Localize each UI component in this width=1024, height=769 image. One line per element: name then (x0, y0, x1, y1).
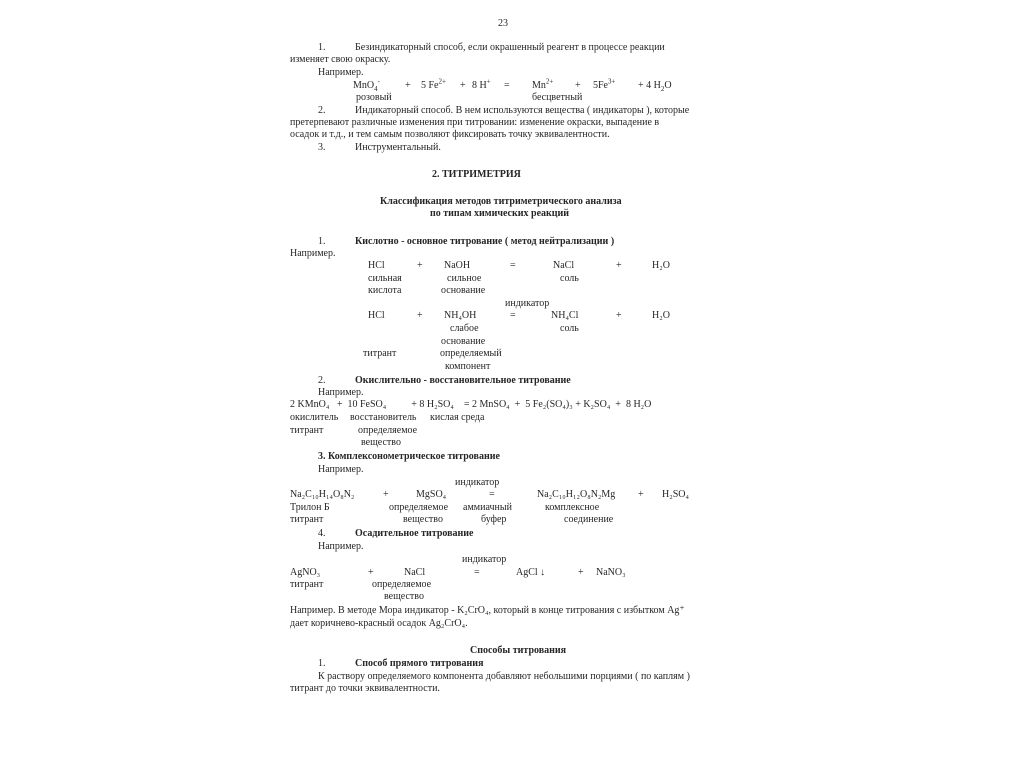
plus-sign: + (575, 80, 581, 91)
acid-base-number: 1. (318, 236, 326, 247)
hcl-formula: HCl (368, 260, 385, 271)
complexometric-title: 3. Комплексонометрическое титрование (318, 451, 500, 462)
determined-label: определяемое (372, 579, 432, 590)
colorless-label: бесцветный (532, 92, 583, 103)
trilon-formula: Na₂C₁₀H₁₄O₈N₂ (290, 489, 355, 500)
direct-method-continuation: титрант до точки эквивалентности. (290, 683, 440, 694)
agno3-formula: AgNO₃ (290, 567, 321, 578)
substance-label: вещество (361, 437, 401, 448)
complex-label: комплексное (545, 502, 600, 513)
mgso4-formula: MgSO₄ (416, 489, 447, 500)
determined-label: определяемое (358, 425, 418, 436)
indicator-label: индикатор (455, 477, 500, 488)
equals-sign: = (504, 80, 510, 91)
redox-equation: 2 KMnO₄ + 10 FeSO₄ + 8 H₂SO₄ = 2 MnSO₄ + 5 Fe₂(SO₄)₃ + K₂SO₄ + 8 H₂O (290, 399, 652, 410)
titrant-label: титрант (290, 425, 324, 436)
precipitation-number: 4. (318, 528, 326, 539)
titrant-label: титрант (363, 348, 397, 359)
equals-sign: = (489, 489, 495, 500)
fe3-formula: $5Fe^{3+}$ (593, 77, 616, 91)
h2so4-formula: H₂SO₄ (662, 489, 689, 500)
plus-sign: + (383, 489, 389, 500)
naoh-formula: NaOH (444, 260, 471, 271)
plus-sign: + (368, 567, 374, 578)
substance-label: вещество (403, 514, 443, 525)
acid-base-title: Кислотно - основное титрование ( метод нейтрализации ) (355, 236, 615, 247)
direct-method-text: К раствору определяемого компонента добавляют небольшими порциями ( по каплям ) (318, 671, 690, 682)
redox-number: 2. (318, 375, 326, 386)
item2-number: 2. (318, 105, 326, 116)
item1-text: Безиндикаторный способ, если окрашенный реагент в процессе реакции (355, 42, 665, 53)
equals-sign: = (510, 260, 516, 271)
plus-sign: + (460, 80, 466, 91)
substance-label: вещество (384, 591, 424, 602)
item3-text: Инструментальный. (355, 142, 441, 153)
item2-continuation: претерпевают различные изменения при титровании: изменение окраски, выпадение в (290, 117, 660, 128)
hcl-formula: HCl (368, 310, 385, 321)
redox-example: Например. (318, 387, 364, 398)
item2-continuation: осадок и т.д., и тем самым позволяют фиксировать точку эквивалентности. (290, 129, 610, 140)
reducer-label: восстановитель (350, 412, 417, 423)
mohr-method-text: Например. В методе Мора индикатор - K₂CrO₄, который в конце титрования с избытком Ag⁺ (290, 605, 685, 616)
item1-continuation: изменяет свою окраску. (290, 54, 391, 65)
trilon-label: Трилон Б (290, 502, 330, 513)
strong-base-label: сильное (447, 273, 482, 284)
nh4cl-formula: NH₄Cl (551, 310, 579, 321)
salt-label: соль (560, 323, 579, 334)
acid-base-example: Например. (290, 248, 336, 259)
oxidizer-label: окислитель (290, 412, 339, 423)
complex-formula: Na₂C₁₀H₁₂O₈N₂Mg (537, 489, 616, 500)
water-formula: + 4 $H_2O$ (638, 80, 672, 93)
buffer-label: буфер (481, 514, 507, 525)
section-title: 2. ТИТРИМЕТРИЯ (432, 169, 521, 180)
water-formula: H₂O (652, 260, 670, 271)
direct-method-number: 1. (318, 658, 326, 669)
indicator-label: индикатор (505, 298, 550, 309)
nacl-formula: NaCl (404, 567, 426, 578)
acid-medium-label: кислая среда (430, 412, 485, 423)
agcl-formula: AgCl ↓ (516, 567, 546, 578)
ammonia-label: аммиачный (463, 502, 512, 513)
base-label: основание (441, 336, 486, 347)
mohr-method-continuation: дает коричнево-красный осадок Ag₂CrO₄. (290, 618, 468, 629)
plus-sign: + (616, 260, 622, 271)
plus-sign: + (417, 260, 423, 271)
compound-label: соединение (564, 514, 614, 525)
page-number: 23 (498, 18, 508, 29)
intro-example-label: Например. (318, 67, 364, 78)
nh4oh-formula: NH₄OH (444, 310, 477, 321)
classification-subtitle: по типам химических реакций (430, 208, 570, 219)
plus-sign: + (417, 310, 423, 321)
complexometric-example: Например. (318, 464, 364, 475)
methods-title: Способы титрования (470, 645, 567, 656)
plus-sign: + (405, 80, 411, 91)
nano3-formula: NaNO₃ (596, 567, 626, 578)
fe2-formula: 5 $Fe^{2+}$ (421, 77, 446, 91)
pink-label: розовый (356, 92, 392, 103)
plus-sign: + (638, 489, 644, 500)
item3-number: 3. (318, 142, 326, 153)
titrant-label: титрант (290, 579, 324, 590)
precipitation-example: Например. (318, 541, 364, 552)
precipitation-title: Осадительное титрование (355, 528, 474, 539)
direct-method-title: Способ прямого титрования (355, 658, 484, 669)
redox-title: Окислительно - восстановительное титрование (355, 375, 571, 386)
item2-text: Индикаторный способ. В нем используются вещества ( индикаторы ), которые (355, 105, 690, 116)
component-label: компонент (445, 361, 491, 372)
mn2-formula: $Mn^{2+}$ (532, 77, 554, 91)
equals-sign: = (474, 567, 480, 578)
water-formula: H₂O (652, 310, 670, 321)
classification-title: Классификация методов титриметрического анализа (380, 196, 622, 207)
titrant-label: титрант (290, 514, 324, 525)
indicator-label: индикатор (462, 554, 507, 565)
strong-acid-label: сильная (368, 273, 402, 284)
nacl-formula: NaCl (553, 260, 575, 271)
h-ion-formula: 8 H+ (472, 77, 491, 91)
base-label: основание (441, 285, 486, 296)
equals-sign: = (510, 310, 516, 321)
determined-label: определяемое (389, 502, 449, 513)
weak-label: слабое (450, 323, 479, 334)
salt-label: соль (560, 273, 579, 284)
determined-label: определяемый (440, 348, 502, 359)
plus-sign: + (578, 567, 584, 578)
item1-number: 1. (318, 42, 326, 53)
mno4-formula: MnO$_4$- (353, 77, 380, 93)
acid-label: кислота (368, 285, 402, 296)
plus-sign: + (616, 310, 622, 321)
